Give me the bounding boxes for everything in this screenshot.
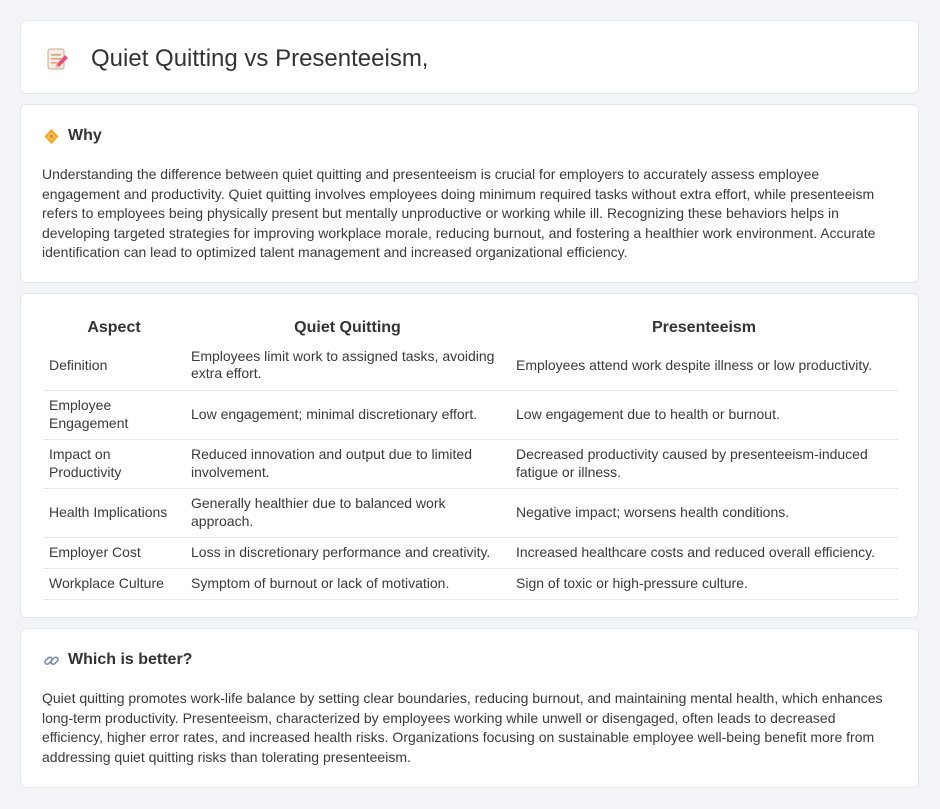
- page-title: Quiet Quitting vs Presenteeism,: [91, 45, 429, 72]
- row-aspect: Workplace Culture: [43, 568, 185, 599]
- better-body: Quiet quitting promotes work-life balance by setting clear boundaries, reducing burnout, and maintaining mental health, which enhances long-term productivity. Presenteeism, characterized by employees working while unwell or disengaged, often leads to decreased efficiency, higher error rates, and increased health risks. Organizations focusing on sustainable employee well-being benefit more from addressing quiet quitting risks than tolerating presenteeism.: [42, 690, 883, 765]
- row-quiet-quitting: Generally healthier due to balanced work approach.: [185, 488, 510, 537]
- row-presenteeism: Low engagement due to health or burnout.: [510, 390, 898, 439]
- table-row: [43, 341, 898, 390]
- row-quiet-quitting: Loss in discretionary performance and creativity.: [185, 537, 510, 568]
- row-aspect: Employer Cost: [43, 537, 185, 568]
- row-presenteeism: Increased healthcare costs and reduced overall efficiency.: [510, 537, 898, 568]
- row-presenteeism: Employees attend work despite illness or low productivity.: [510, 341, 898, 390]
- title-row: [45, 46, 428, 72]
- why-body: Understanding the difference between quiet quitting and presenteeism is crucial for employers to accurately assess employee engagement and productivity. Quiet quitting involves employees doing minimum required tasks without extra effort, while presenteeism refers to employees being physically present but mentally unproductive or working while ill. Recognizing these behaviors helps in developing targeted strategies for improving workplace morale, reducing burnout, and fostering a healthier work environment. Accurate identification can lead to optimized talent management and increased organizational efficiency.: [42, 166, 876, 261]
- which-is-better-card: [20, 628, 919, 788]
- row-quiet-quitting: Low engagement; minimal discretionary effort.: [185, 390, 510, 439]
- row-quiet-quitting: Symptom of burnout or lack of motivation.: [185, 568, 510, 599]
- why-title: Why: [68, 127, 102, 144]
- header-quiet-quitting: Quiet Quitting: [294, 319, 401, 336]
- lightbulb-gem-icon: [43, 128, 60, 145]
- row-presenteeism: Decreased productivity caused by presenteeism-induced fatigue or illness.: [510, 439, 898, 488]
- row-aspect: Impact on Productivity: [43, 439, 185, 488]
- row-aspect: Definition: [43, 341, 185, 390]
- table-row: [43, 537, 898, 568]
- why-card: [20, 104, 919, 283]
- table-row: [43, 390, 898, 439]
- header-aspect: Aspect: [87, 319, 141, 336]
- row-quiet-quitting: Employees limit work to assigned tasks, avoiding extra effort.: [185, 341, 510, 390]
- table-row: [43, 488, 898, 537]
- comparison-table-card: [20, 293, 919, 618]
- document-edit-icon: [45, 46, 71, 72]
- title-card: [20, 20, 919, 94]
- row-presenteeism: Sign of toxic or high-pressure culture.: [510, 568, 898, 599]
- better-title: Which is better?: [68, 651, 193, 668]
- table-row: [43, 568, 898, 599]
- link-icon: [43, 652, 60, 669]
- better-heading: [43, 651, 192, 669]
- comparison-table: [43, 315, 898, 600]
- row-aspect: Employee Engagement: [43, 390, 185, 439]
- table-row: [43, 439, 898, 488]
- row-quiet-quitting: Reduced innovation and output due to limited involvement.: [185, 439, 510, 488]
- header-presenteeism: Presenteeism: [651, 319, 757, 336]
- table-header-row: [43, 315, 898, 341]
- row-aspect: Health Implications: [43, 488, 185, 537]
- why-heading: [43, 127, 102, 145]
- row-presenteeism: Negative impact; worsens health conditions.: [510, 488, 898, 537]
